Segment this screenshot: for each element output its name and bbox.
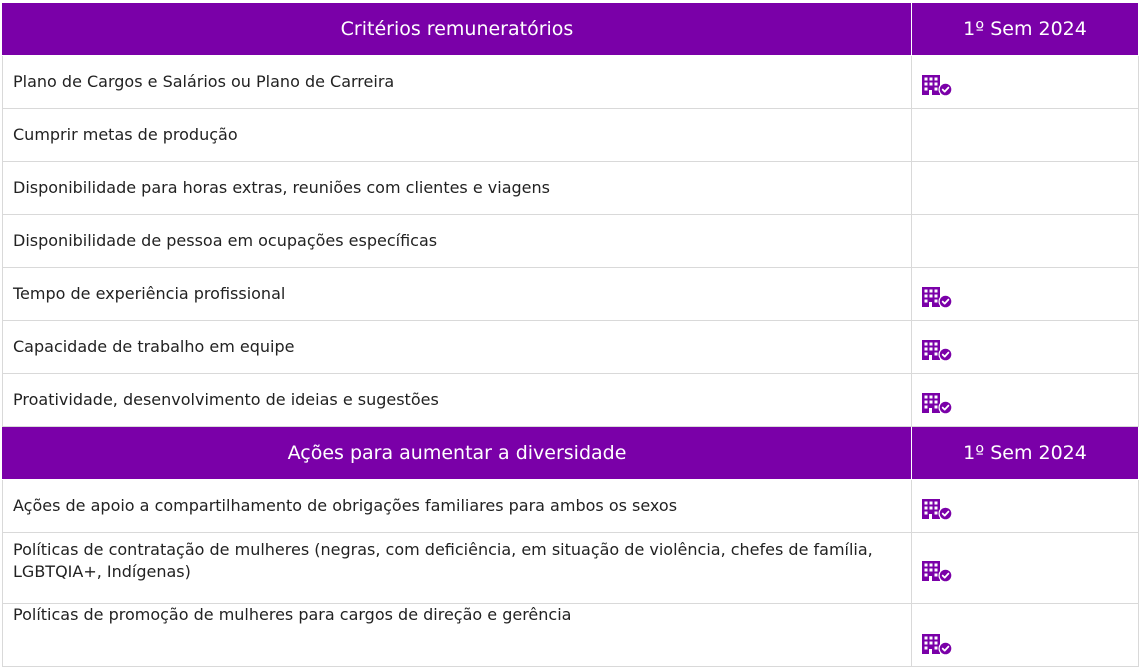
row-label: Proatividade, desenvolvimento de ideias e sugestões [3,374,912,427]
row-value [912,56,1139,109]
row-value [912,268,1139,321]
criteria-table [2,2,1139,667]
section2-header [3,427,1139,480]
row-label: Disponibilidade para horas extras, reuniões com clientes e viagens [3,162,912,215]
building-check-icon [921,73,953,97]
row-label: Plano de Cargos e Salários ou Plano de Carreira [3,56,912,109]
row-value [912,109,1139,162]
table-row [3,162,1139,215]
section1-header [3,3,1139,56]
building-check-icon [921,391,953,415]
table-row [3,215,1139,268]
row-label: Políticas de contratação de mulheres (negras, com deficiência, em situação de violência, chefes de família, LGBTQIA+, Indígenas) [3,533,912,604]
building-check-icon [921,497,953,521]
row-value [912,374,1139,427]
table-row [3,321,1139,374]
section2-title: Ações para aumentar a diversidade [3,427,912,480]
table-row [3,604,1139,667]
table-row [3,56,1139,109]
row-value [912,162,1139,215]
table-row [3,480,1139,533]
building-check-icon [921,632,953,656]
section1-period: 1º Sem 2024 [912,3,1139,56]
row-label: Capacidade de trabalho em equipe [3,321,912,374]
table-row [3,533,1139,604]
table-row [3,109,1139,162]
row-label: Disponibilidade de pessoa em ocupações específicas [3,215,912,268]
building-check-icon [921,338,953,362]
building-check-icon [921,559,953,583]
row-label: Ações de apoio a compartilhamento de obrigações familiares para ambos os sexos [3,480,912,533]
section2-period: 1º Sem 2024 [912,427,1139,480]
row-label: Políticas de promoção de mulheres para cargos de direção e gerência [3,604,912,667]
row-value [912,533,1139,604]
table-row [3,268,1139,321]
row-value [912,480,1139,533]
section1-title: Critérios remuneratórios [3,3,912,56]
row-value [912,321,1139,374]
row-value [912,215,1139,268]
row-label: Cumprir metas de produção [3,109,912,162]
table-row [3,374,1139,427]
row-label: Tempo de experiência profissional [3,268,912,321]
row-value [912,604,1139,667]
building-check-icon [921,285,953,309]
